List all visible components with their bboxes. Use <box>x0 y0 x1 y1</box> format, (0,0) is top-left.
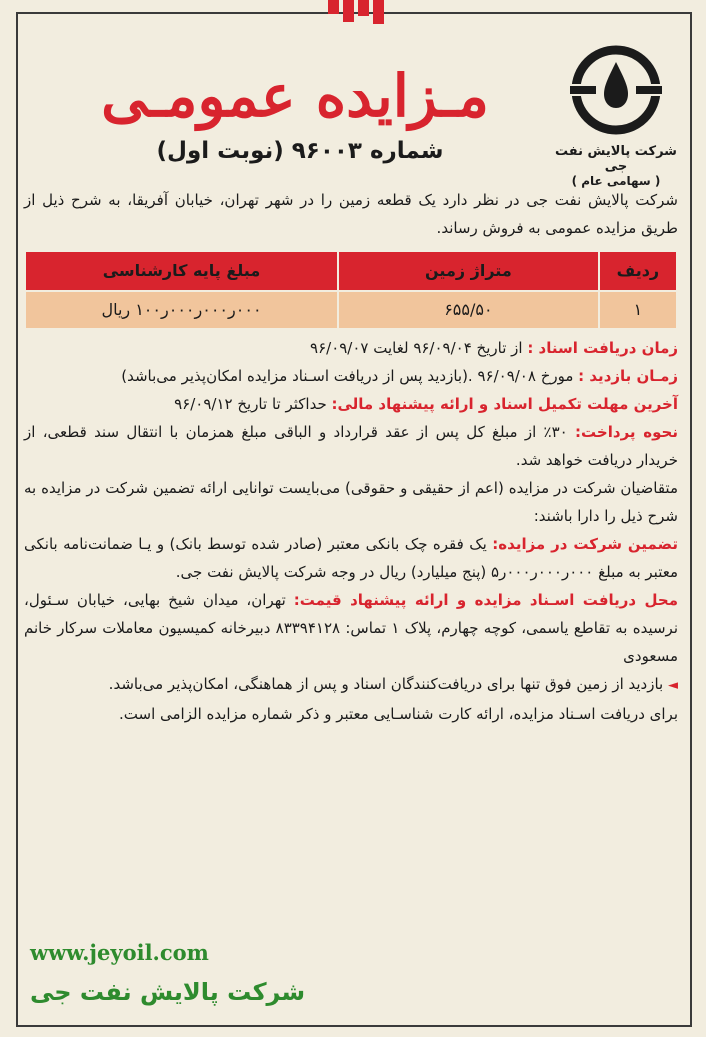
visit-time-label: زمـان بازدید : <box>578 367 678 385</box>
document-time <box>24 334 678 362</box>
guarantee-label: تضمین شرکت در مزایده: <box>492 535 678 553</box>
arrow-bullet-icon: ◄ <box>668 678 678 693</box>
website-link[interactable]: www.jeyoil.com <box>30 940 209 965</box>
visit-note-text: بازدید از زمین فوق تنها برای دریافت‌کنندگان اسناد و پس از هماهنگی، امکان‌پذیر می‌باشد. <box>108 675 668 693</box>
address-paragraph <box>24 586 678 670</box>
auction-number: شماره ۹۶۰۰۳ (نوبت اول) <box>156 138 444 164</box>
header-row-number: ردیف <box>599 251 677 291</box>
cell-row-number: ۱ <box>599 291 677 329</box>
advertisement-body <box>24 186 678 728</box>
guarantee-text: یک فقره چک بانکی معتبر (صادر شده توسط بانک) و یـا ضمانت‌نامه بانکی معتبر به مبلغ ۰۰۰ر۰۰۰ر۰۰۰ر۵ (پنج میلیارد) ریال در وجه شرکت پالایش نفت جی. <box>24 535 678 581</box>
id-note-text: برای دریافت اسـناد مزایده، ارائه کارت شناسـایی معتبر و ذکر شماره مزایده الزامی است. <box>119 705 678 723</box>
payment-method <box>24 418 678 474</box>
table-header-row <box>25 251 677 291</box>
cell-base-price: ۰۰۰ر۰۰۰ر۰۰۰ر۱۰۰ ریال <box>25 291 338 329</box>
address-text: تهران، میدان شیخ بهایی، خیابان سـئول، نرسیده به تقاطع یاسمی، کوچه چهارم، پلاک ۱ تماس: ۸۳۳۹۴۱۲۸ دبیرخانه کمیسیون معاملات سرکار خانم مسعودی <box>24 591 678 665</box>
logo-company-type: ( سهامی عام ) <box>571 174 661 188</box>
document-time-text: از تاریخ ۹۶/۰۹/۰۴ لغایت ۹۶/۰۹/۰۷ <box>310 339 528 357</box>
id-note <box>24 700 678 728</box>
cell-land-area: ۶۵۵/۵۰ <box>338 291 599 329</box>
page-title: مـزایده عمومـی <box>101 62 489 130</box>
header-land-area: متراژ زمین <box>338 251 599 291</box>
deadline <box>24 390 678 418</box>
intro-paragraph: شرکت پالایش نفت جی در نظر دارد یک قطعه زمین را در شهر تهران، خیابان آفریقا، به شرح ذیل از طریق مزایده عمومی به فروش رساند. <box>24 191 678 237</box>
logo-company-name: شرکت پالایش نفت جی <box>555 144 677 174</box>
deadline-label: آخرین مهلت تکمیل اسناد و ارائه پیشنهاد مالی: <box>331 395 678 413</box>
header-base-price: مبلغ پایه کارشناسی <box>25 251 338 291</box>
visit-time-text: مورخ ۹۶/۰۹/۰۸ .(بازدید پس از دریافت اسـناد مزایده امکان‌پذیر می‌باشد) <box>121 367 579 385</box>
applicants-text: متقاضیان شرکت در مزایده (اعم از حقیقی و حقوقی) می‌بایست توانایی ارائه تضمین شرکت در مزایده به شرح ذیل را دارا باشند: <box>24 479 678 525</box>
company-logo <box>550 40 682 188</box>
visit-note <box>24 670 678 700</box>
payment-method-label: نحوه پرداخت: <box>575 423 678 441</box>
refinery-logo-icon <box>566 40 666 140</box>
visit-time <box>24 362 678 390</box>
document-time-label: زمان دریافت اسناد : <box>527 339 678 357</box>
table-row <box>25 291 677 329</box>
guarantee <box>24 530 678 586</box>
newspaper-mark-icon <box>322 0 384 24</box>
footer-company-name: شرکت پالایش نفت جی <box>30 978 306 1006</box>
land-table <box>24 250 678 330</box>
address-label: محل دریافت اسـناد مزایده و ارائه پیشنهاد قیمت: <box>293 591 678 609</box>
payment-method-text: ۳۰٪ از مبلغ کل پس از عقد قرارداد و الباقی مبلغ همزمان با انتقال سند قطعی، از خریدار دریافت خواهد شد. <box>24 423 678 469</box>
applicants-paragraph <box>24 474 678 530</box>
deadline-text: حداکثر تا تاریخ ۹۶/۰۹/۱۲ <box>174 395 332 413</box>
